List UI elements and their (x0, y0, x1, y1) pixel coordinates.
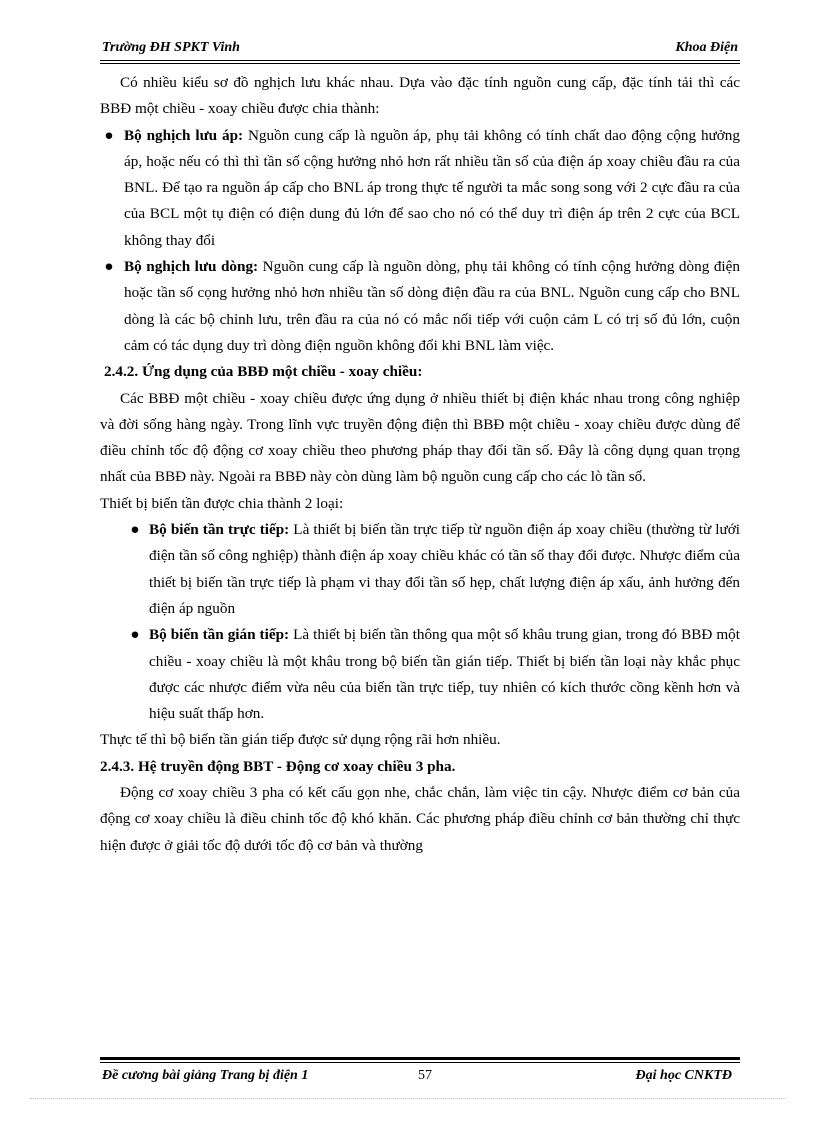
page-footer (100, 1066, 740, 1088)
page-number: 57 (418, 1068, 432, 1083)
applications-paragraph: Các BBĐ một chiều - xoay chiều được ứng dụng ở nhiều thiết bị điện khác nhau trong công nghiệp và đời sống hàng ngày. Trong lĩnh vực truyền động điện thì BBĐ một chiều - xoay chiều được dùng để điều chỉnh tốc độ động cơ xoay chiều theo phương pháp thay đổi tần số. Đây là công dụng quan trọng nhất của BBĐ này. Ngoài ra BBĐ này còn dùng làm bộ nguồn cung cấp cho các lò tần số. (100, 389, 740, 486)
footer-course: Đề cương bài giảng Trang bị điện 1 (102, 1068, 309, 1083)
section-heading-2-4-2: 2.4.2. Ứng dụng của BBĐ một chiều - xoay chiều: (104, 363, 423, 381)
header-school: Trường ĐH SPKT Vinh (102, 40, 240, 55)
bullet-direct-converter (130, 517, 740, 622)
page-header (100, 38, 740, 60)
page-bottom-divider (30, 1098, 786, 1099)
bullet-term: Bộ biến tần trực tiếp: (149, 521, 290, 539)
intro-paragraph: Có nhiều kiểu sơ đồ nghịch lưu khác nhau. Dựa vào đặc tính nguồn cung cấp, đặc tính tải thì các BBĐ một chiều - xoay chiều được chia thành: (100, 74, 740, 118)
bullet-icon: ● (130, 521, 140, 539)
section-heading-2-4-3: 2.4.3. Hệ truyền động BBT - Động cơ xoay chiều 3 pha. (100, 757, 456, 775)
footer-rule (100, 1057, 740, 1060)
document-body (100, 70, 740, 859)
bullet-icon: ● (104, 126, 114, 144)
types-intro: Thiết bị biến tần được chia thành 2 loại: (100, 494, 344, 512)
bullet-term: Bộ nghịch lưu dòng: (124, 258, 259, 276)
summary-line: Thực tế thì bộ biến tần gián tiếp được sử dụng rộng rãi hơn nhiều. (100, 731, 501, 749)
bullet-term: Bộ nghịch lưu áp: (124, 126, 244, 144)
bullet-icon: ● (130, 626, 140, 644)
bullet-voltage-inverter (100, 123, 740, 254)
bullet-text: Nguồn cung cấp là nguồn áp, phụ tải không có tính chất dao động cộng hưởng áp, hoặc nếu có thì thì tần số cộng hưởng nhỏ hơn rất nhiều tần số của điện áp xoay chiều đầu ra của BNL. Để tạo ra nguồn áp cấp cho BNL áp trong thực tế người ta mắc song song với 2 cực đầu ra của của BCL một tụ điện có điện dung đủ lớn để sao cho nó có thể duy trì điện áp trên 2 cực của BCL không thay đổi (124, 126, 740, 249)
header-rule (100, 60, 740, 61)
bullet-indirect-converter (130, 622, 740, 727)
header-rule-secondary (100, 63, 740, 64)
bullet-term: Bộ biến tần gián tiếp: (149, 626, 290, 644)
bullet-icon: ● (104, 258, 114, 276)
bullet-text: Là thiết bị biến tần trực tiếp từ nguồn điện áp xoay chiều (thường từ lưới điện tần số công nghiệp) thành điện áp xoay chiều khác có tần số thay đổi được. Nhược điểm của thiết bị biến tần trực tiếp là phạm vi thay đổi tần số hẹp, chất lượng điện áp xấu, ảnh hưởng đến điện áp nguồn (149, 521, 740, 617)
header-department: Khoa Điện (675, 40, 738, 55)
footer-university: Đại học CNKTĐ (635, 1068, 732, 1083)
motor-paragraph: Động cơ xoay chiều 3 pha có kết cấu gọn nhe, chắc chắn, làm việc tin cậy. Nhược điểm cơ bản của động cơ xoay chiều là điều chỉnh tốc độ khó khăn. Các phương pháp điều chỉnh cơ bản thường chỉ thực hiện được ở giải tốc độ dưới tốc độ cơ bản và thường (100, 784, 740, 854)
bullet-current-inverter (100, 254, 740, 359)
footer-rule-secondary (100, 1062, 740, 1063)
bullet-text: Nguồn cung cấp là nguồn dòng, phụ tải không có tính cộng hưởng dòng điện hoặc tần số cọng hưởng nhỏ hơn nhiều tần số dòng điện đầu ra của BNL. Nguồn cung cấp cho BNL dòng là các bộ chỉnh lưu, trên đầu ra của nó có mắc nối tiếp với cuộn cảm L có trị số đủ lớn, cuộn cảm có tác dụng duy trì dòng điện nguồn không đổi khi BNL làm việc. (124, 258, 740, 354)
bullet-text: Là thiết bị biến tần thông qua một số khâu trung gian, trong đó BBĐ một chiều - xoay chiều là một khâu trong bộ biến tần gián tiếp. Thiết bị biến tần loại này khắc phục được các nhược điểm vừa nêu của biến tần trực tiếp, tuy nhiên có kích thước cồng kềnh hơn và hiệu suất thấp hơn. (149, 626, 740, 723)
